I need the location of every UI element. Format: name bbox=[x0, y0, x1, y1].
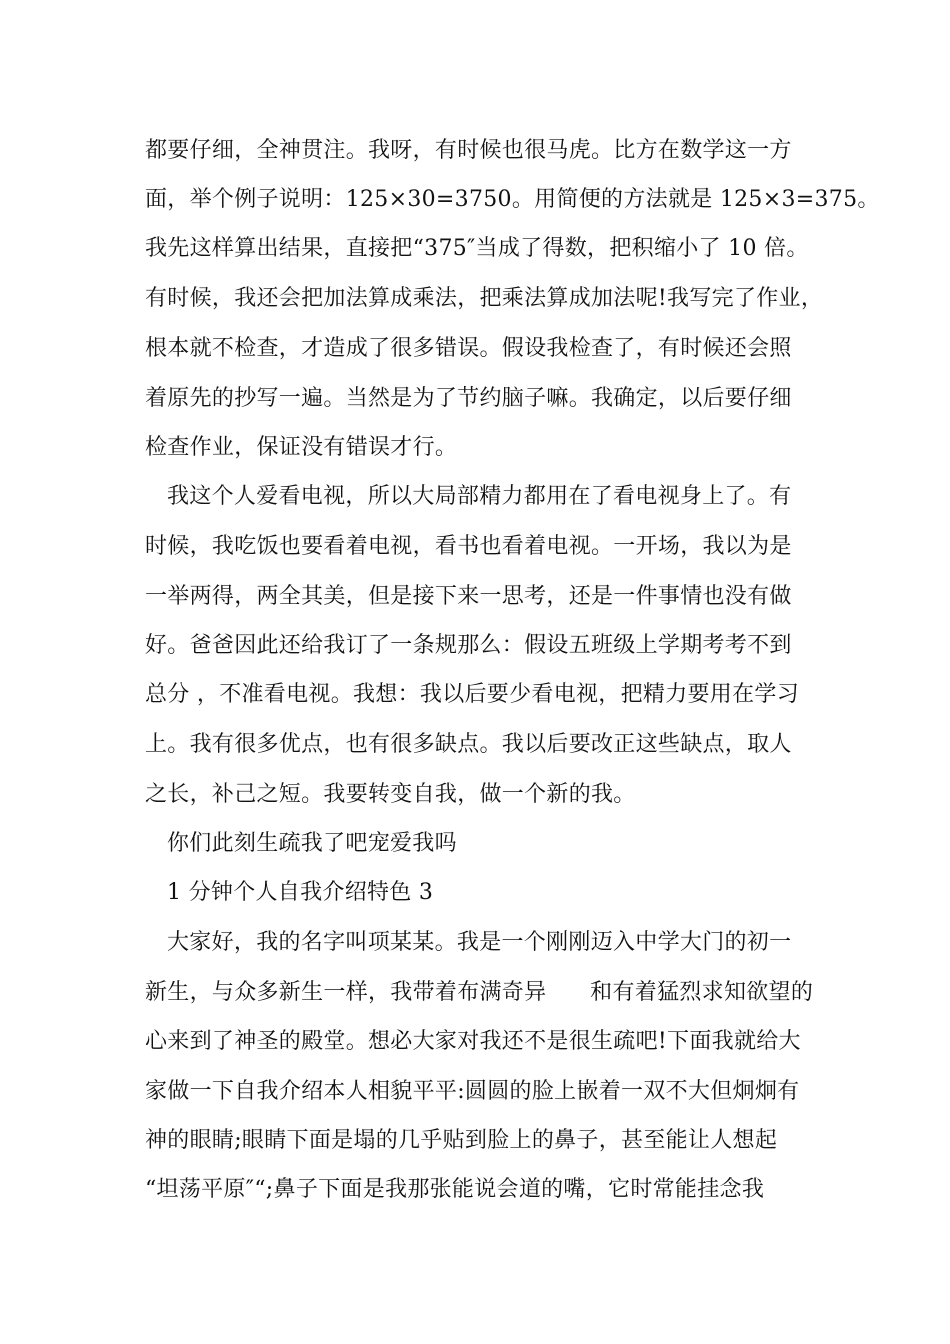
text-line: 之长，补己之短。我要转变自我，做一个新的我。 bbox=[145, 782, 636, 807]
text-line: 上。我有很多优点，也有很多缺点。我以后要改正这些缺点，取人 bbox=[145, 732, 792, 757]
text-line: 神的眼睛;眼睛下面是塌的几乎贴到脸上的鼻子，甚至能让人想起 bbox=[145, 1128, 778, 1153]
text-line: “坦荡平原″“;鼻子下面是我那张能说会道的嘴，它时常能挂念我 bbox=[145, 1177, 765, 1202]
text-line: 根本就不检查，才造成了很多错误。假设我检查了，有时候还会照 bbox=[145, 336, 792, 361]
text-line: 面，举个例子说明：125×30=3750。用简便的方法就是 125×3=375。 bbox=[145, 187, 880, 212]
paragraph-first-line: 大家好，我的名字叫项某某。我是一个刚刚迈入中学大门的初一 bbox=[167, 930, 792, 955]
text-line: 一举两得，两全其美，但是接下来一思考，还是一件事情也没有做 bbox=[145, 584, 792, 609]
paragraph-first-line: 你们此刻生疏我了吧宠爱我吗 bbox=[167, 831, 457, 856]
text-line: 有时候，我还会把加法算成乘法，把乘法算成加法呢!我写完了作业， bbox=[145, 286, 824, 311]
text-line: 都要仔细，全神贯注。我呀，有时候也很马虎。比方在数学这一方 bbox=[145, 138, 792, 163]
text-line: 时候，我吃饭也要看着电视，看书也看着电视。一开场，我以为是 bbox=[145, 534, 792, 559]
text-line: 着原先的抄写一遍。当然是为了节约脑子嘛。我确定，以后要仔细 bbox=[145, 386, 792, 411]
section-heading: 1 分钟个人自我介绍特色 3 bbox=[167, 880, 434, 905]
text-line: 新生，与众多新生一样，我带着布满奇异 和有着猛烈求知欲望的 bbox=[145, 980, 814, 1005]
text-line: 检查作业，保证没有错误才行。 bbox=[145, 435, 458, 460]
text-line: 家做一下自我介绍本人相貌平平:圆圆的脸上嵌着一双不大但炯炯有 bbox=[145, 1079, 800, 1104]
paragraph-first-line: 我这个人爱看电视，所以大局部精力都用在了看电视身上了。有 bbox=[167, 484, 792, 509]
text-line: 我先这样算出结果，直接把“375″当成了得数，把积缩小了 10 倍。 bbox=[145, 236, 809, 261]
text-line: 好。爸爸因此还给我订了一条规那么：假设五班级上学期考考不到 bbox=[145, 633, 792, 658]
text-line: 总分 ，不准看电视。我想：我以后要少看电视，把精力要用在学习 bbox=[145, 682, 799, 707]
text-line: 心来到了神圣的殿堂。想必大家对我还不是很生疏吧!下面我就给大 bbox=[145, 1029, 801, 1054]
